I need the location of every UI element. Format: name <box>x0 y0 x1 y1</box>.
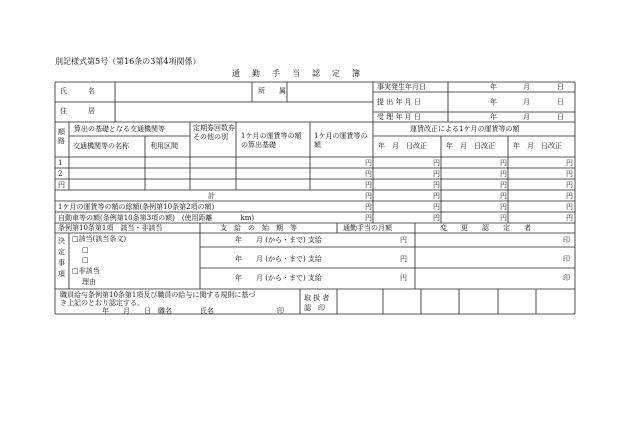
date-year: 年 <box>490 98 497 106</box>
date-month: 月 <box>523 98 530 106</box>
row-number: 1 <box>58 159 63 167</box>
yen-unit: 円 <box>365 203 372 211</box>
monthly-header: 通勤手当の月額 <box>343 224 392 232</box>
section-header: 利用区間 <box>150 142 178 150</box>
dept-label: 所 属 <box>258 87 286 95</box>
form-code: 別記様式第5号（第16条の3第4項関係） <box>55 57 201 66</box>
yen-unit: 円 <box>566 170 573 178</box>
start-period-text: 年 月 (から・まで) 支給 <box>235 255 322 263</box>
revision-col-2: 年 月 日改正 <box>446 142 495 150</box>
yen-unit: 円 <box>500 203 507 211</box>
yen-unit: 円 <box>500 170 507 178</box>
yen-unit: 円 <box>365 159 372 167</box>
yen-unit: 円 <box>500 159 507 167</box>
yen-unit: 円 <box>365 170 372 178</box>
date-month: 月 <box>523 83 530 91</box>
car-label: 自動車等の額(条例第10条第3項の額) (使用距離 km) <box>58 214 255 222</box>
monthly-yen: 円 <box>400 236 407 244</box>
form-title: 通 勤 手 当 認 定 簿 <box>232 69 362 78</box>
revision-col-3: 年 月 日改正 <box>513 142 562 150</box>
address-label: 住 居 <box>60 107 95 115</box>
approver-label-2: 認 印 <box>304 304 325 312</box>
option-applicable[interactable]: □該当(該当条文) <box>72 235 127 243</box>
yen-unit: 円 <box>566 214 573 222</box>
yen-unit: 円 <box>433 192 440 200</box>
monthly-basis-header: 1ケ月の運賃等の額の算出基礎 <box>241 132 302 150</box>
date-month: 月 <box>523 113 530 121</box>
start-period-text: 年 月 (から・まで) 支給 <box>235 274 322 282</box>
reason-label: 理由 <box>82 278 96 286</box>
yen-unit: 円 <box>500 192 507 200</box>
yen-unit: 円 <box>433 214 440 222</box>
total-label: 計 <box>208 192 215 200</box>
start-header: 支 給 の 始 期 等 <box>220 224 297 232</box>
yen-unit: 円 <box>566 181 573 189</box>
date-day: 日 <box>557 113 564 121</box>
statement-line-1: 職員給与条例第10条第1項及び職員の給与に関する規則に基づ <box>60 291 256 299</box>
approver-label-1: 取 扱 者 <box>304 294 330 302</box>
receipt-date-label: 受 理 年 月 日 <box>377 113 421 121</box>
yen-unit: 円 <box>433 170 440 178</box>
yen-unit: 円 <box>500 214 507 222</box>
monthly-amount-header: 1ケ月の運賃等の額 <box>314 132 368 150</box>
seal-mark: 印 <box>563 274 570 282</box>
date-day: 日 <box>557 98 564 106</box>
date-year: 年 <box>490 113 497 121</box>
start-period-text: 年 月 (から・まで) 支給 <box>235 236 322 244</box>
sum-label: 1ケ月の運賃等の額の総額(条例第10条第2項の額) <box>58 203 215 211</box>
seal-mark: 印 <box>563 236 570 244</box>
submission-date-label: 提 出 年 月 日 <box>377 98 421 106</box>
yen-unit: 円 <box>566 159 573 167</box>
name-label: 氏 名 <box>60 87 95 95</box>
date-year: 年 <box>490 83 497 91</box>
date-day: 日 <box>557 83 564 91</box>
yen-unit: 円 <box>500 181 507 189</box>
decision-header: 条例第10条第1項 該当・非該当 <box>58 224 163 232</box>
monthly-yen: 円 <box>400 274 407 282</box>
yen-unit: 円 <box>365 214 372 222</box>
seal-mark: 印 <box>563 255 570 263</box>
yen-unit: 円 <box>433 159 440 167</box>
yen-unit: 円 <box>433 203 440 211</box>
transport-name-header: 交通機関等の名称 <box>73 142 129 150</box>
option-not-applicable[interactable]: □非該当 <box>72 267 100 275</box>
row-number: 2 <box>58 170 63 178</box>
basis-header: 算出の基礎となる交通機関等 <box>74 125 165 133</box>
monthly-yen: 円 <box>400 255 407 263</box>
order-header: 順路 <box>58 128 65 146</box>
yen-unit: 円 <box>365 192 372 200</box>
decision-side-label: 決定事項 <box>58 237 65 278</box>
row-number: 円 <box>58 181 65 189</box>
sign-line: 年 月 日 職名 氏名 印 <box>102 307 284 315</box>
occurrence-date-label: 事実発生年月日 <box>377 83 426 91</box>
revision-col-1: 年 月 日改正 <box>378 142 427 150</box>
yen-unit: 円 <box>566 192 573 200</box>
revision-header: 運賃改正による1ケ月の運賃等の額 <box>410 125 520 133</box>
yen-unit: 円 <box>365 181 372 189</box>
yen-unit: 円 <box>566 203 573 211</box>
option-checkbox-1[interactable]: □ <box>82 246 89 254</box>
option-checkbox-2[interactable]: □ <box>82 256 89 264</box>
ticket-type-header: 定期券回数券その他の別 <box>193 124 235 142</box>
yen-unit: 円 <box>433 181 440 189</box>
recognizer-header: 変 更 認 定 者 <box>440 224 531 232</box>
statement-line-2: き上記のとおり認定する。 <box>60 299 144 307</box>
